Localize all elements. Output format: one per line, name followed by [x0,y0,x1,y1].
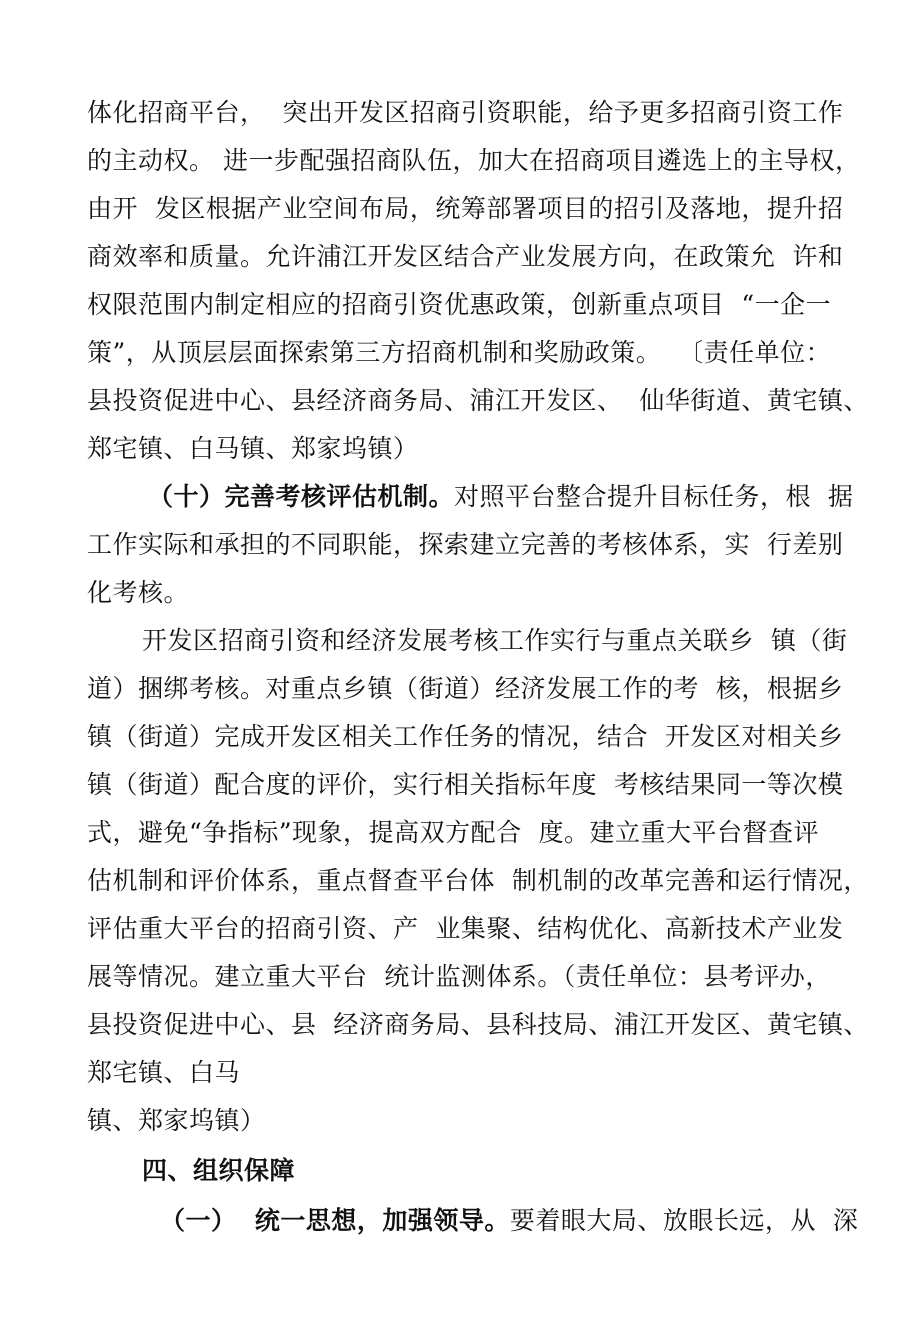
body-line: 由开 发区根据产业空间布局，统筹部署项目的招引及落地，提升招 [87,194,844,223]
section-10-title: （十）完善考核评估机制。 [148,482,455,511]
body-line: 郑宅镇、白马镇、郑家坞镇） [87,434,419,463]
body-line: 道）捆绑考核。对重点乡镇（街道）经济发展工作的考 核，根据乡 [87,674,844,703]
section-4-1-text: 要着眼大局、放眼长远，从 深 [509,1206,859,1235]
body-line: 展等情况。建立重大平台 统计监测体系。（责任单位：县考评办， [87,962,831,991]
section-4-1-title: （一） 统一思想，加强领导。 [160,1206,510,1235]
body-line: 估机制和评价体系，重点督查平台体 制机制的改革完善和运行情况， [87,866,869,895]
body-line: 县投资促进中心、县经济商务局、浦江开发区、 仙华街道、黄宅镇、 [87,386,869,415]
body-line: 式，避免“争指标”现象，提高双方配合 度。建立重大平台督查评 [87,818,819,847]
body-line: 评估重大平台的招商引资、产 业集聚、结构优化、高新技术产业发 [87,914,844,943]
section-4-title: 四、组织保障 [142,1156,296,1185]
body-line: 权限范围内制定相应的招商引资优惠政策，创新重点项目 “一企一 [87,290,832,319]
body-line: 体化招商平台， 突出开发区招商引资职能，给予更多招商引资工作 [87,98,844,127]
section-4-1-line [160,1206,858,1236]
body-line: 策”，从顶层层面探索第三方招商机制和奖励政策。 〔责任单位： [87,338,832,367]
body-line: 县投资促进中心、县 经济商务局、县科技局、浦江开发区、黄宅镇、 [87,1010,869,1039]
section-10-text: 对照平台整合提升目标任务，根 据 [454,482,854,511]
body-line: 镇（街道）配合度的评价，实行相关指标年度 考核结果同一等次模 [87,770,844,799]
body-line: 郑宅镇、白马 [87,1058,241,1087]
body-line: 镇（街道）完成开发区相关工作任务的情况，结合 开发区对相关乡 [87,722,844,751]
body-line: 镇、郑家坞镇） [87,1106,266,1135]
body-line: 开发区招商引资和经济发展考核工作实行与重点关联乡 镇（街 [142,626,848,655]
section-10-line [148,482,853,512]
body-line: 的主动权。 进一步配强招商队伍，加大在招商项目遴选上的主导权， [87,146,861,175]
body-line: 化考核。 [87,578,190,607]
body-line: 工作实际和承担的不同职能，探索建立完善的考核体系，实 行差别 [87,530,844,559]
body-line: 商效率和质量。允许浦江开发区结合产业发展方向，在政策允 许和 [87,242,844,271]
